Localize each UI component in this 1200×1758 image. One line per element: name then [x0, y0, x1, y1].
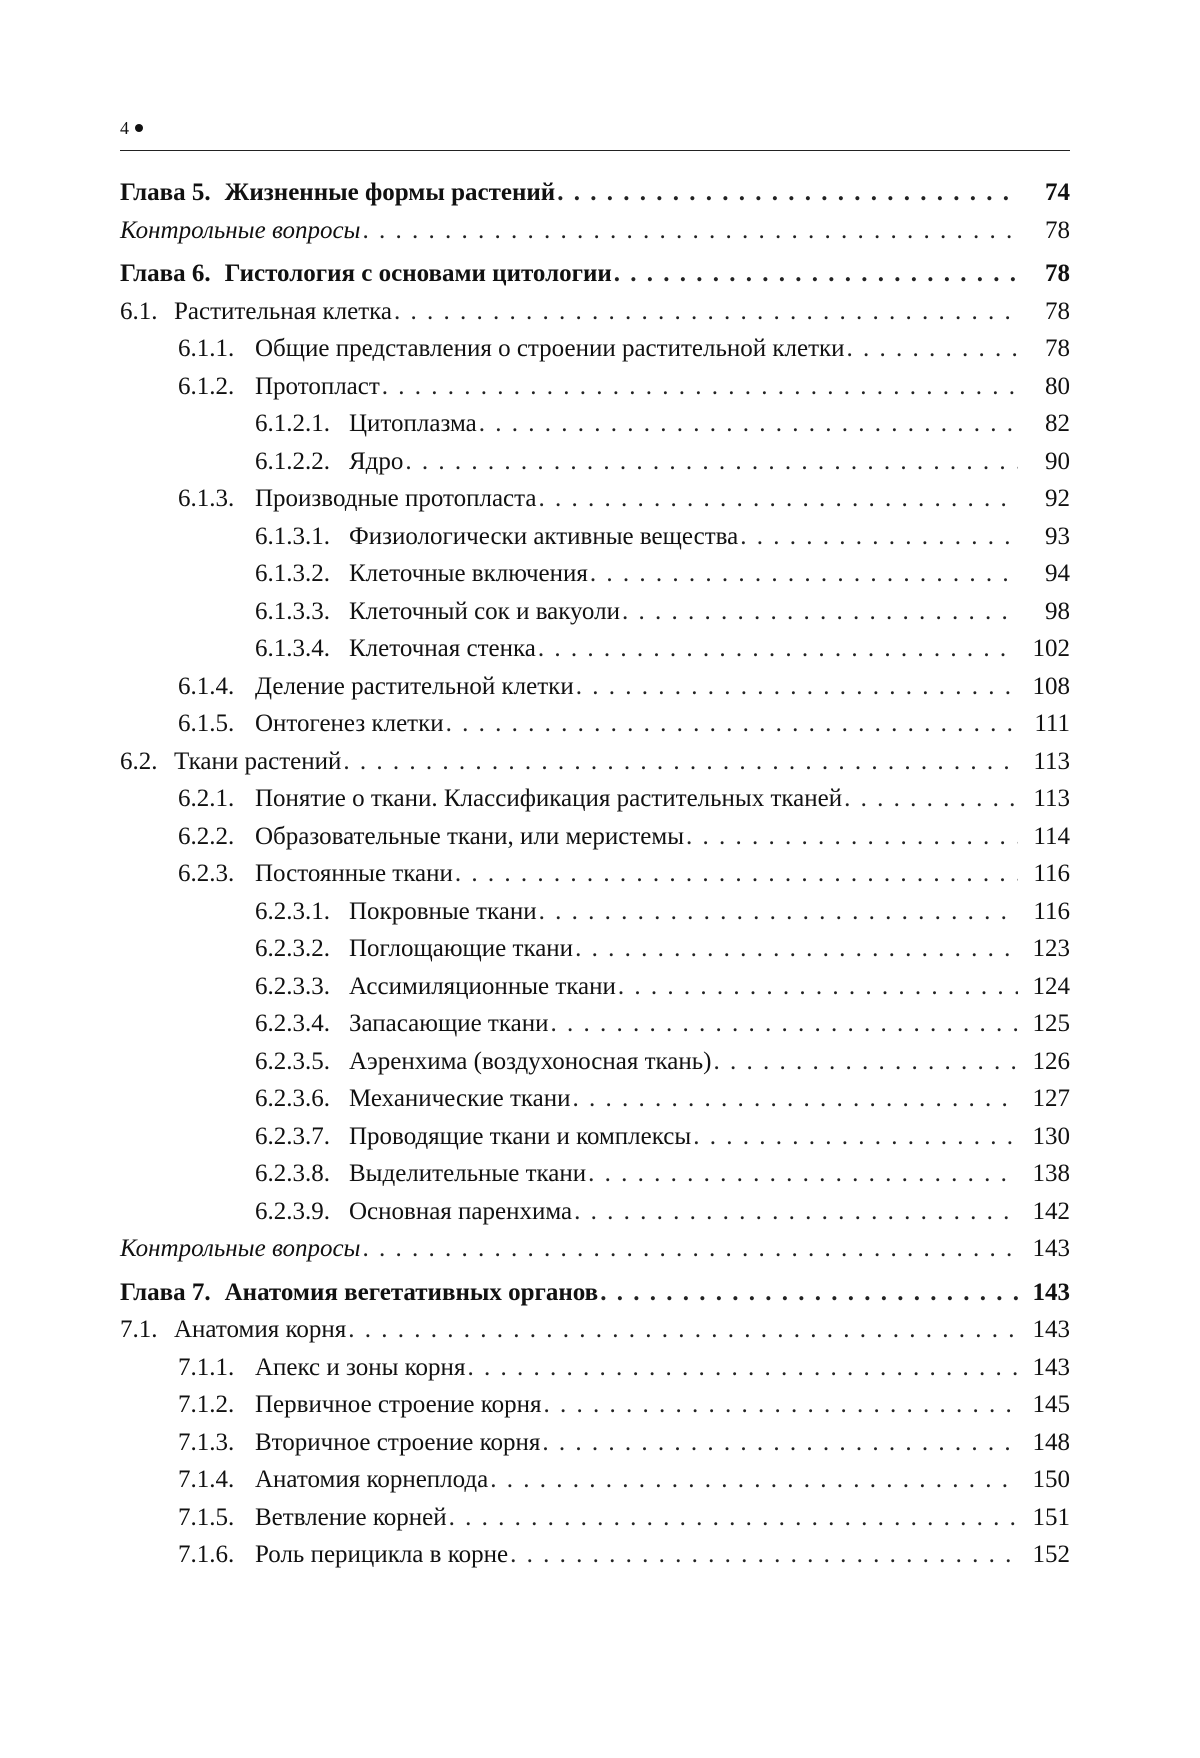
- dot-leader: [714, 1043, 1019, 1081]
- toc-entry-number: 6.2.1.: [178, 780, 255, 818]
- dot-leader: [490, 1461, 1018, 1499]
- toc-entry[interactable]: [120, 593, 1070, 631]
- dot-leader: [576, 668, 1018, 706]
- toc-entry-number: 6.2.3.2.: [255, 930, 349, 968]
- toc-entry-page: 80: [1028, 368, 1070, 406]
- toc-entry-title: Проводящие ткани и комплексы: [349, 1118, 691, 1156]
- toc-entry-number: 7.1.3.: [178, 1424, 255, 1462]
- toc-entry-number: 6.2.: [120, 743, 174, 781]
- toc-entry-number: 6.1.3.4.: [255, 630, 349, 668]
- toc-entry-number: 6.2.3.9.: [255, 1193, 349, 1231]
- toc-entry[interactable]: [120, 1005, 1070, 1043]
- dot-leader: [449, 1499, 1018, 1537]
- toc-entry-title: Постоянные ткани: [255, 855, 453, 893]
- toc-entry-page: 145: [1028, 1386, 1070, 1424]
- toc-entry[interactable]: [120, 705, 1070, 743]
- dot-leader: [574, 1193, 1018, 1231]
- toc-entry-number: 7.1.2.: [178, 1386, 255, 1424]
- toc-entry-title: Производные протопласта: [255, 480, 536, 518]
- dot-leader: [550, 1005, 1018, 1043]
- toc-entry[interactable]: [120, 743, 1070, 781]
- dot-leader: [588, 1155, 1018, 1193]
- dot-leader: [542, 1424, 1018, 1462]
- toc-entry-number: 6.2.3.3.: [255, 968, 349, 1006]
- toc-entry-page: 78: [1028, 212, 1070, 250]
- toc-entry-title: Общие представления о строении растительной клетки: [255, 330, 845, 368]
- toc-entry-title: Жизненные формы растений: [225, 174, 556, 212]
- toc-entry-title: Механические ткани: [349, 1080, 571, 1118]
- toc-entry-number: Глава 5.: [120, 174, 211, 212]
- toc-chapter-entry[interactable]: [120, 174, 1070, 212]
- toc-entry-title: Анатомия корня: [174, 1311, 346, 1349]
- dot-leader: [590, 555, 1018, 593]
- toc-entry-page: 74: [1028, 174, 1070, 212]
- toc-entry[interactable]: [120, 1386, 1070, 1424]
- dot-leader: [614, 255, 1018, 293]
- toc-entry-page: 116: [1028, 893, 1070, 931]
- toc-entry-title: Основная паренхима: [349, 1193, 572, 1231]
- toc-entry[interactable]: [120, 480, 1070, 518]
- dot-leader: [575, 930, 1018, 968]
- toc-entry-number: 6.2.2.: [178, 818, 255, 856]
- dot-leader: [844, 780, 1018, 818]
- dot-leader: [557, 174, 1018, 212]
- toc-entry-number: 6.1.5.: [178, 705, 255, 743]
- toc-entry-number: 6.1.2.1.: [255, 405, 349, 443]
- toc-entry[interactable]: [120, 1118, 1070, 1156]
- toc-entry-page: 102: [1028, 630, 1070, 668]
- toc-entry-page: 142: [1028, 1193, 1070, 1231]
- toc-entry-number: 6.1.3.1.: [255, 518, 349, 556]
- dot-leader: [394, 293, 1018, 331]
- toc-entry-number: 7.1.5.: [178, 1499, 255, 1537]
- toc-entry[interactable]: [120, 1499, 1070, 1537]
- dot-leader: [538, 630, 1018, 668]
- running-header: [120, 116, 1070, 151]
- toc-entry-page: 123: [1028, 930, 1070, 968]
- toc-entry[interactable]: [120, 893, 1070, 931]
- dot-leader: [600, 1274, 1018, 1312]
- toc-entry[interactable]: [120, 368, 1070, 406]
- toc-entry[interactable]: [120, 518, 1070, 556]
- toc-entry-title: Понятие о ткани. Классификация растительных тканей: [255, 780, 842, 818]
- toc-entry-title: Поглощающие ткани: [349, 930, 573, 968]
- toc-entry-page: 113: [1028, 780, 1070, 818]
- toc-entry[interactable]: [120, 1536, 1070, 1574]
- toc-entry-number: 6.2.3.5.: [255, 1043, 349, 1081]
- toc-entry-title: Ветвление корней: [255, 1499, 447, 1537]
- toc-entry-number: 7.1.4.: [178, 1461, 255, 1499]
- toc-entry[interactable]: [120, 1461, 1070, 1499]
- toc-entry-page: 152: [1028, 1536, 1070, 1574]
- toc-entry-page: 125: [1028, 1005, 1070, 1043]
- toc-entry-title: Клеточная стенка: [349, 630, 536, 668]
- toc-entry[interactable]: [120, 330, 1070, 368]
- toc-entry-number: 6.2.3.8.: [255, 1155, 349, 1193]
- toc-entry[interactable]: [120, 818, 1070, 856]
- dot-leader: [348, 1311, 1018, 1349]
- toc-entry-page: 111: [1028, 705, 1070, 743]
- toc-entry-number: 6.1.3.: [178, 480, 255, 518]
- toc-entry-page: 108: [1028, 668, 1070, 706]
- toc-entry[interactable]: [120, 555, 1070, 593]
- toc-entry-page: 151: [1028, 1499, 1070, 1537]
- toc-entry-title: Контрольные вопросы: [120, 212, 361, 250]
- dot-leader: [686, 818, 1018, 856]
- toc-entry-title: Ткани растений: [174, 743, 341, 781]
- toc-entry-title: Запасающие ткани: [349, 1005, 548, 1043]
- dot-leader: [740, 518, 1018, 556]
- dot-leader: [467, 1349, 1018, 1387]
- toc-entry-page: 143: [1028, 1349, 1070, 1387]
- toc-entry-title: Протопласт: [255, 368, 380, 406]
- toc-entry-title: Растительная клетка: [174, 293, 392, 331]
- toc-entry-title: Аэренхима (воздухоносная ткань): [349, 1043, 712, 1081]
- toc-entry-number: Глава 7.: [120, 1274, 211, 1312]
- toc-entry-number: 6.1.: [120, 293, 174, 331]
- toc-entry-page: 150: [1028, 1461, 1070, 1499]
- toc-entry[interactable]: [120, 1155, 1070, 1193]
- toc-entry-page: 130: [1028, 1118, 1070, 1156]
- dot-leader: [363, 212, 1019, 250]
- dot-leader: [539, 893, 1018, 931]
- toc-entry-title: Роль перицикла в корне: [255, 1536, 508, 1574]
- toc-entry-page: 143: [1028, 1274, 1070, 1312]
- toc-entry-title: Первичное строение корня: [255, 1386, 542, 1424]
- page-number: 4: [120, 116, 129, 140]
- toc-entry-number: 6.1.2.: [178, 368, 255, 406]
- toc-entry-title: Анатомия корнеплода: [255, 1461, 488, 1499]
- dot-leader: [455, 855, 1018, 893]
- toc-entry-title: Ассимиляционные ткани: [349, 968, 616, 1006]
- toc-entry-title: Деление растительной клетки: [255, 668, 574, 706]
- toc-entry-page: 126: [1028, 1043, 1070, 1081]
- dot-leader: [538, 480, 1018, 518]
- dot-leader: [622, 593, 1018, 631]
- dot-leader: [382, 368, 1018, 406]
- toc-entry-number: 6.1.3.3.: [255, 593, 349, 631]
- toc-entry[interactable]: [120, 293, 1070, 331]
- toc-entry-page: 98: [1028, 593, 1070, 631]
- toc-entry-number: 7.1.1.: [178, 1349, 255, 1387]
- toc-entry-title: Онтогенез клетки: [255, 705, 444, 743]
- toc-entry[interactable]: [120, 405, 1070, 443]
- toc-entry-number: 6.1.4.: [178, 668, 255, 706]
- toc-entry-page: 78: [1028, 330, 1070, 368]
- dot-leader: [405, 443, 1018, 481]
- toc-entry-title: Гистология с основами цитологии: [225, 255, 612, 293]
- toc-entry-page: 148: [1028, 1424, 1070, 1462]
- dot-leader: [343, 743, 1018, 781]
- dot-leader: [446, 705, 1018, 743]
- toc-entry-title: Ядро: [349, 443, 403, 481]
- toc-entry-page: 92: [1028, 480, 1070, 518]
- toc-entry[interactable]: [120, 1193, 1070, 1231]
- toc-entry[interactable]: [120, 443, 1070, 481]
- dot-leader: [618, 968, 1018, 1006]
- dot-leader: [847, 330, 1018, 368]
- dot-leader: [510, 1536, 1018, 1574]
- toc-entry-number: 6.2.3.4.: [255, 1005, 349, 1043]
- dot-leader: [363, 1230, 1019, 1268]
- toc-entry-page: 138: [1028, 1155, 1070, 1193]
- toc-entry-number: 7.1.6.: [178, 1536, 255, 1574]
- toc-entry-title: Выделительные ткани: [349, 1155, 586, 1193]
- toc-entry-number: 6.2.3.7.: [255, 1118, 349, 1156]
- toc-entry-page: 113: [1028, 743, 1070, 781]
- toc-entry-page: 143: [1028, 1311, 1070, 1349]
- toc-entry-title: Физиологически активные вещества: [349, 518, 738, 556]
- toc-chapter-entry[interactable]: [120, 1274, 1070, 1312]
- toc-chapter-entry[interactable]: [120, 255, 1070, 293]
- bullet-icon: [135, 124, 143, 132]
- dot-leader: [544, 1386, 1018, 1424]
- toc-entry-title: Вторичное строение корня: [255, 1424, 540, 1462]
- toc-entry-title: Цитоплазма: [349, 405, 477, 443]
- toc-entry-page: 93: [1028, 518, 1070, 556]
- toc-entry-page: 78: [1028, 293, 1070, 331]
- dot-leader: [479, 405, 1018, 443]
- toc-entry[interactable]: [120, 1349, 1070, 1387]
- toc-entry[interactable]: [120, 930, 1070, 968]
- toc-entry-page: 124: [1028, 968, 1070, 1006]
- toc-entry-page: 90: [1028, 443, 1070, 481]
- toc-entry-page: 82: [1028, 405, 1070, 443]
- toc-entry[interactable]: [120, 855, 1070, 893]
- toc-entry[interactable]: [120, 968, 1070, 1006]
- toc-entry-number: 6.2.3.: [178, 855, 255, 893]
- toc-entry-title: Апекс и зоны корня: [255, 1349, 465, 1387]
- toc-entry-title: Покровные ткани: [349, 893, 537, 931]
- toc-entry-title: Анатомия вегетативных органов: [225, 1274, 599, 1312]
- toc-entry-number: 6.1.2.2.: [255, 443, 349, 481]
- toc-entry-title: Образовательные ткани, или меристемы: [255, 818, 684, 856]
- toc-entry-title: Клеточные включения: [349, 555, 588, 593]
- dot-leader: [573, 1080, 1019, 1118]
- toc-entry[interactable]: [120, 212, 1070, 250]
- toc-entry-number: 7.1.: [120, 1311, 174, 1349]
- toc-entry-title: Клеточный сок и вакуоли: [349, 593, 620, 631]
- toc-entry[interactable]: [120, 630, 1070, 668]
- toc-entry-page: 78: [1028, 255, 1070, 293]
- table-of-contents: [120, 172, 1070, 1574]
- toc-entry[interactable]: [120, 1230, 1070, 1268]
- toc-entry-number: 6.1.1.: [178, 330, 255, 368]
- toc-entry-title: Контрольные вопросы: [120, 1230, 361, 1268]
- toc-entry[interactable]: [120, 780, 1070, 818]
- toc-entry-page: 143: [1028, 1230, 1070, 1268]
- toc-entry-number: 6.1.3.2.: [255, 555, 349, 593]
- toc-entry-number: 6.2.3.1.: [255, 893, 349, 931]
- toc-entry-number: 6.2.3.6.: [255, 1080, 349, 1118]
- toc-entry[interactable]: [120, 1080, 1070, 1118]
- toc-entry-number: Глава 6.: [120, 255, 211, 293]
- dot-leader: [693, 1118, 1018, 1156]
- toc-entry-page: 116: [1028, 855, 1070, 893]
- toc-entry-page: 114: [1028, 818, 1070, 856]
- toc-entry[interactable]: [120, 1043, 1070, 1081]
- toc-entry-page: 127: [1028, 1080, 1070, 1118]
- toc-entry-page: 94: [1028, 555, 1070, 593]
- toc-entry[interactable]: [120, 1424, 1070, 1462]
- toc-entry[interactable]: [120, 1311, 1070, 1349]
- toc-entry[interactable]: [120, 668, 1070, 706]
